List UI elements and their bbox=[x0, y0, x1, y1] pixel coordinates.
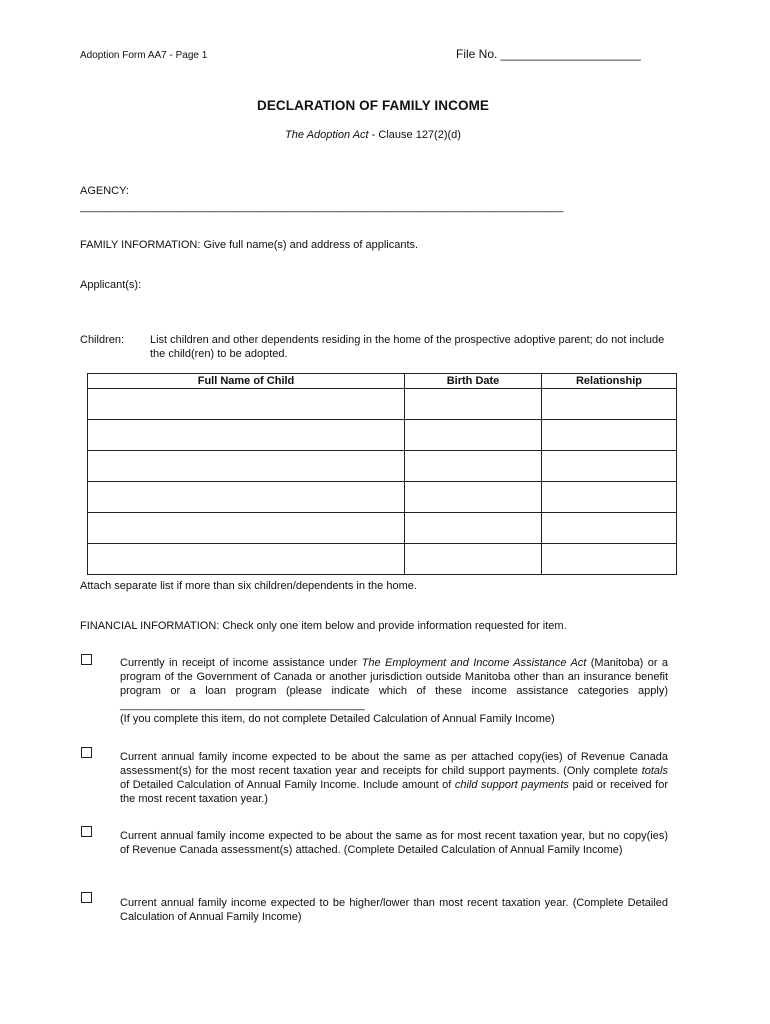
option-3-text: Current annual family income expected to be about the same as for most recent taxation year, but no copy(ies) of Revenue Canada assessment(s) attached. (Complete Detailed Calculation of Annual Family Income) bbox=[120, 830, 668, 856]
child-name-cell[interactable] bbox=[88, 513, 405, 544]
birth-date-cell[interactable] bbox=[405, 389, 542, 420]
children-note: Attach separate list if more than six children/dependents in the home. bbox=[80, 580, 417, 592]
table-row bbox=[88, 451, 677, 482]
child-name-cell[interactable] bbox=[88, 482, 405, 513]
family-info-heading: FAMILY INFORMATION: Give full name(s) and address of applicants. bbox=[80, 239, 419, 251]
column-header-birth-date: Birth Date bbox=[405, 374, 542, 389]
option-4-text: Current annual family income expected to be higher/lower than most recent taxation year. (Complete Detailed Calculation of Annual Family Income) bbox=[120, 897, 668, 923]
option-1-text bbox=[120, 656, 668, 726]
emphasis-text: child support payments bbox=[454, 779, 569, 791]
column-header-relationship: Relationship bbox=[542, 374, 677, 389]
act-name: The Adoption Act bbox=[285, 129, 369, 141]
table-row bbox=[88, 513, 677, 544]
birth-date-cell[interactable] bbox=[405, 482, 542, 513]
table-row bbox=[88, 482, 677, 513]
table-row bbox=[88, 544, 677, 575]
page-subtitle bbox=[0, 128, 746, 142]
agency-field[interactable]: _______________________________________________________________________________ bbox=[80, 201, 564, 213]
relationship-cell[interactable] bbox=[542, 420, 677, 451]
birth-date-cell[interactable] bbox=[405, 451, 542, 482]
emphasis-text: totals bbox=[641, 765, 668, 777]
children-table bbox=[87, 373, 677, 575]
relationship-cell[interactable] bbox=[542, 451, 677, 482]
act-name: The Employment and Income Assistance Act bbox=[361, 657, 587, 669]
option-note: (If you complete this item, do not complete Detailed Calculation of Annual Family Income) bbox=[120, 713, 555, 725]
page-title: DECLARATION OF FAMILY INCOME bbox=[256, 98, 490, 113]
agency-label: AGENCY: bbox=[80, 185, 129, 197]
table-header-row bbox=[88, 374, 677, 389]
child-name-cell[interactable] bbox=[88, 451, 405, 482]
relationship-cell[interactable] bbox=[542, 513, 677, 544]
option-text: of Detailed Calculation of Annual Family Income. Include amount of bbox=[120, 779, 455, 791]
child-name-cell[interactable] bbox=[88, 420, 405, 451]
option-text: (Manitoba) or a program of the Government of Canada or another jurisdiction outside Manitoba other than an insurance benefit program or a loan program (please indicate which of these income assistance categories apply) ________________________________________ bbox=[120, 657, 668, 711]
birth-date-cell[interactable] bbox=[405, 513, 542, 544]
children-label: Children: bbox=[80, 334, 125, 346]
birth-date-cell[interactable] bbox=[405, 544, 542, 575]
child-name-cell[interactable] bbox=[88, 389, 405, 420]
option-1-checkbox[interactable] bbox=[81, 654, 92, 665]
option-text: Current annual family income expected to be about the same as per attached copy(ies) of Revenue Canada assessment(s) for the most recent taxation year and receipts for child support payments. (Only complete bbox=[120, 751, 668, 777]
birth-date-cell[interactable] bbox=[405, 420, 542, 451]
option-2-checkbox[interactable] bbox=[81, 747, 92, 758]
table-row bbox=[88, 389, 677, 420]
applicants-label: Applicant(s): bbox=[80, 279, 142, 291]
relationship-cell[interactable] bbox=[542, 389, 677, 420]
column-header-name: Full Name of Child bbox=[88, 374, 405, 389]
children-instructions: List children and other dependents residing in the home of the prospective adoptive parent; do not include the child(ren) to be adopted. bbox=[150, 334, 665, 360]
option-2-text bbox=[120, 750, 668, 806]
clause-ref: - Clause 127(2)(d) bbox=[368, 129, 461, 141]
option-3-checkbox[interactable] bbox=[81, 826, 92, 837]
option-4-checkbox[interactable] bbox=[81, 892, 92, 903]
table-row bbox=[88, 420, 677, 451]
file-number-field[interactable]: File No. _____________________ bbox=[456, 47, 641, 61]
financial-info-heading: FINANCIAL INFORMATION: Check only one item below and provide information requested for item. bbox=[80, 620, 567, 632]
relationship-cell[interactable] bbox=[542, 544, 677, 575]
child-name-cell[interactable] bbox=[88, 544, 405, 575]
option-text: paid or received for the most recent taxation year.) bbox=[120, 779, 669, 805]
option-text: Currently in receipt of income assistance under bbox=[120, 657, 362, 669]
relationship-cell[interactable] bbox=[542, 482, 677, 513]
form-id: Adoption Form AA7 - Page 1 bbox=[80, 50, 208, 61]
